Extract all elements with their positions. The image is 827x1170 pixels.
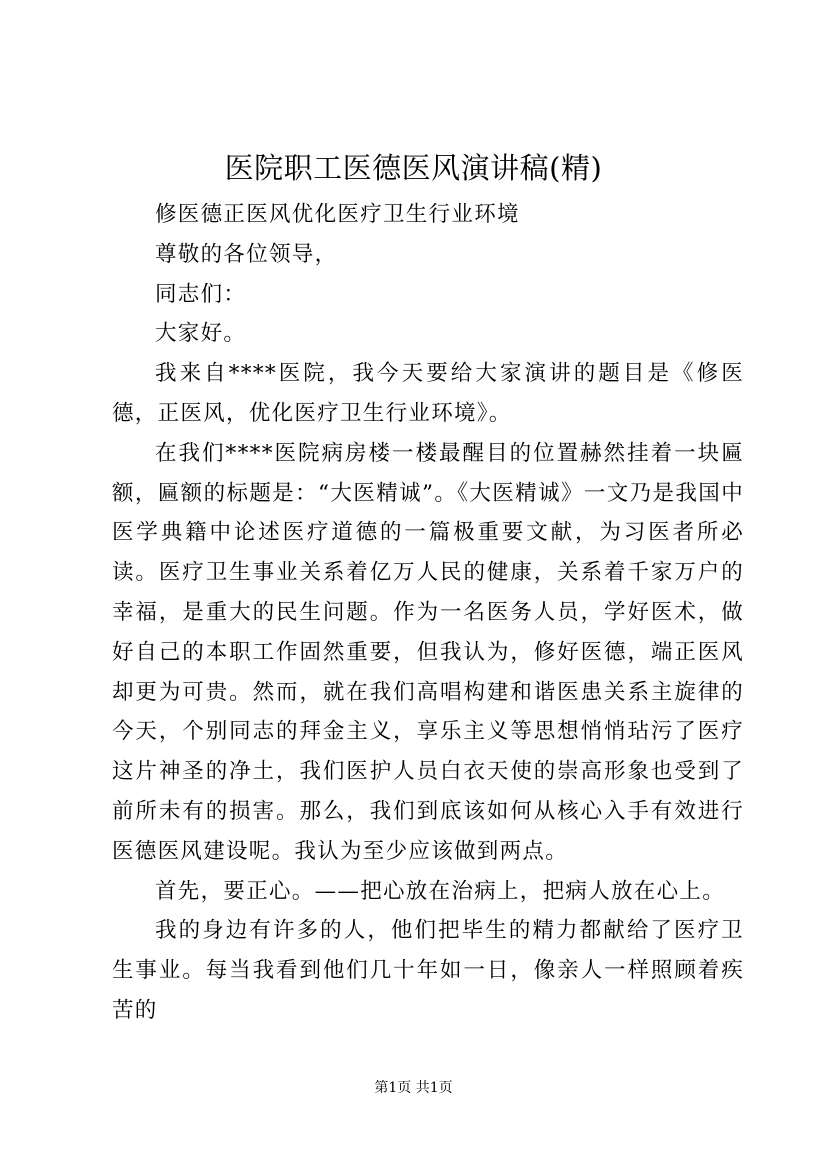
document-title: 医院职工医德医风演讲稿(精) <box>224 151 603 185</box>
document-body <box>112 195 744 1031</box>
body-paragraph: 我来自****医院，我今天要给大家演讲的题目是《修医德，正医风，优化医疗卫生行业环境》。 <box>112 361 744 426</box>
body-paragraph: 首先，要正心。——把心放在治病上，把病人放在心上。 <box>155 878 726 904</box>
salutation-paragraph: 同志们： <box>155 281 247 307</box>
page-footer: 第1页 共1页 <box>374 1080 453 1096</box>
body-paragraph: 在我们****医院病房楼一楼最醒目的位置赫然挂着一块匾额，匾额的标题是：“大医精诚”。《大医精诚》一文乃是我国中医学典籍中论述医疗道德的一篇极重要文献，为习医者所必读。医疗卫生事业关系着亿万人民的健康，关系着千家万户的幸福，是重大的民生问题。作为一名医务人员，学好医术，做好自己的本职工作固然重要，但我认为，修好医德，端正医风却更为可贵。然而，就在我们高唱构建和谐医患关系主旋律的今天，个别同志的拜金主义，享乐主义等思想悄悄玷污了医疗这片神圣的净土，我们医护人员白衣天使的崇高形象也受到了前所未有的损害。那么，我们到底该如何从核心入手有效进行医德医风建设呢。我认为至少应该做到两点。 <box>112 440 744 864</box>
salutation-paragraph: 尊敬的各位领导， <box>155 241 338 267</box>
greeting-paragraph: 大家好。 <box>155 321 247 347</box>
body-paragraph: 我的身边有许多的人，他们把毕生的精力都献给了医疗卫生事业。每当我看到他们几十年如一日，像亲人一样照顾着疾苦的 <box>112 918 744 1023</box>
subtitle-paragraph: 修医德正医风优化医疗卫生行业环境 <box>155 202 520 227</box>
